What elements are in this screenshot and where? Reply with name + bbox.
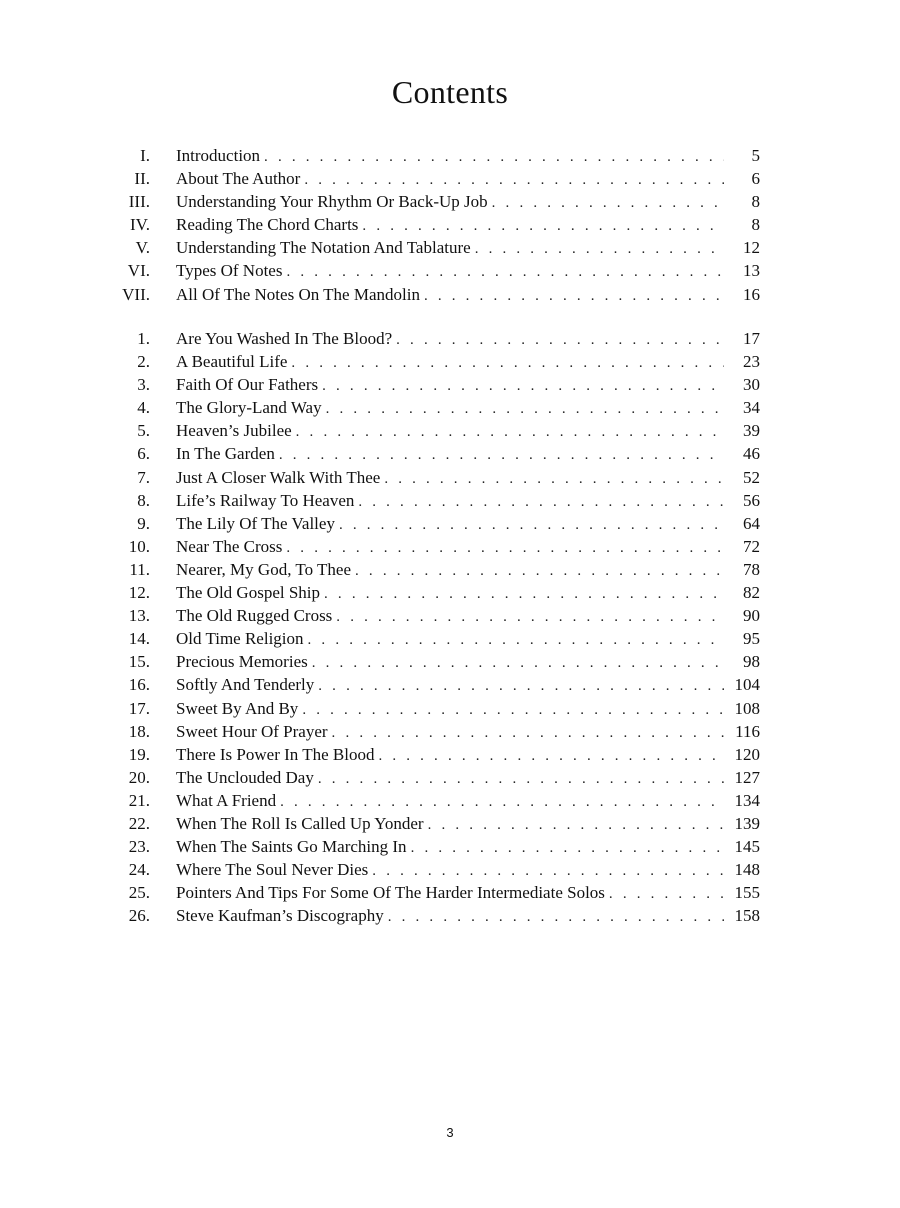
toc-entry-number: 11. [129, 559, 150, 579]
toc-entry-number: I. [140, 146, 150, 165]
toc-entry [110, 650, 760, 673]
toc-dot-leader [308, 629, 724, 652]
toc-dot-leader [279, 444, 724, 467]
toc-entry-page: 8 [751, 192, 760, 212]
toc-dot-leader [388, 906, 724, 929]
toc-dot-leader [492, 192, 724, 215]
toc-entry-number: 1. [137, 329, 150, 348]
toc-entry-number: 16. [128, 675, 150, 695]
toc-entry-number: 25. [128, 883, 150, 903]
toc-entry-number: II. [134, 169, 150, 189]
toc-dot-leader [336, 606, 724, 629]
toc-entry-number: VII. [122, 284, 150, 304]
toc-entry [110, 327, 760, 350]
toc-entry-page: 30 [743, 375, 760, 395]
toc-entry-page: 90 [743, 606, 760, 626]
toc-entry-title: About The Author [176, 169, 301, 189]
toc-dot-leader [264, 146, 724, 169]
toc-dot-leader [291, 352, 724, 375]
toc-entry-title: Where The Soul Never Dies [176, 860, 369, 880]
toc-entry [110, 789, 760, 812]
toc-entry-title: The Unclouded Day [176, 767, 314, 787]
toc-entry [110, 812, 760, 835]
toc-entry [110, 858, 760, 881]
toc-dot-leader [378, 745, 724, 768]
toc-entry-number: VI. [127, 261, 150, 281]
toc-entry-title: Life’s Railway To Heaven [176, 490, 355, 510]
toc-entry-number: 6. [137, 444, 150, 464]
toc-dot-leader [318, 768, 724, 791]
toc-entry [110, 835, 760, 858]
toc-entry [110, 236, 760, 259]
toc-entry [110, 627, 760, 650]
toc-entry-number: 7. [137, 467, 150, 487]
toc-entry [110, 396, 760, 419]
toc-entry-page: 39 [743, 421, 760, 441]
toc-entry-page: 16 [743, 284, 760, 304]
toc-entry [110, 512, 760, 535]
toc-entry-page: 13 [743, 261, 760, 281]
toc-entry-page: 6 [751, 169, 760, 189]
toc-dot-leader [475, 238, 724, 261]
toc-entry-number: 22. [128, 813, 150, 833]
toc-entry-page: 104 [734, 675, 760, 695]
toc-dot-leader [355, 560, 724, 583]
toc-entry-title: Sweet By And By [176, 698, 299, 718]
toc-entry-page: 120 [734, 744, 760, 764]
toc-dot-leader [326, 398, 724, 421]
toc-entry [110, 489, 760, 512]
toc-dot-leader [339, 514, 724, 537]
toc-dot-leader [609, 883, 724, 906]
toc-entry [110, 881, 760, 904]
toc-entry-title: The Glory-Land Way [176, 398, 322, 418]
toc-entry [110, 766, 760, 789]
toc-entry [110, 259, 760, 282]
toc-entry-title: There Is Power In The Blood [176, 744, 375, 764]
toc-entry-title: Understanding The Notation And Tablature [176, 238, 471, 258]
toc-dot-leader [286, 261, 724, 284]
toc-front-matter [110, 144, 760, 306]
toc-dot-leader [324, 583, 724, 606]
toc-entry-number: 5. [137, 421, 150, 441]
toc-dot-leader [384, 468, 724, 491]
toc-entry-page: 139 [734, 813, 760, 833]
toc-entry-title: The Old Rugged Cross [176, 606, 333, 626]
toc-dot-leader [411, 837, 724, 860]
toc-entry [110, 720, 760, 743]
toc-entry [110, 190, 760, 213]
toc-entry-page: 34 [743, 398, 760, 418]
toc-entry-page: 17 [743, 329, 760, 348]
toc-entry-number: 2. [137, 352, 150, 372]
toc-entry-title: Heaven’s Jubilee [176, 421, 292, 441]
toc-entry [110, 697, 760, 720]
toc-entry-title: Understanding Your Rhythm Or Back-Up Job [176, 192, 488, 212]
toc-entry-title: Pointers And Tips For Some Of The Harder Intermediate Solos [176, 883, 605, 903]
toc-entry [110, 373, 760, 396]
toc-entry-number: 4. [137, 398, 150, 418]
toc-entry-page: 64 [743, 513, 760, 533]
toc-entry-page: 56 [743, 490, 760, 510]
toc-entry-number: 18. [128, 721, 150, 741]
toc-entry-title: Reading The Chord Charts [176, 215, 359, 235]
toc-entry-number: 8. [137, 490, 150, 510]
toc-entry-page: 12 [743, 238, 760, 258]
toc-entry-number: 23. [128, 837, 150, 857]
toc-entry-title: Near The Cross [176, 536, 283, 556]
toc-entry-number: 13. [128, 606, 150, 626]
toc-dot-leader [372, 860, 724, 883]
toc-entry [110, 581, 760, 604]
toc-entry-number: 20. [128, 767, 150, 787]
toc-entry-number: IV. [130, 215, 150, 235]
toc-dot-leader [286, 537, 724, 560]
toc-entry-title: In The Garden [176, 444, 275, 464]
toc-dot-leader [312, 652, 724, 675]
toc-entry-page: 127 [734, 767, 760, 787]
toc-entry-number: V. [135, 238, 150, 258]
toc-entry-title: Faith Of Our Fathers [176, 375, 319, 395]
toc-entry-page: 116 [735, 721, 760, 741]
toc-entry-title: Introduction [176, 146, 261, 165]
toc-entry-page: 155 [734, 883, 760, 903]
page-title: Contents [391, 74, 509, 110]
toc-entry [110, 535, 760, 558]
toc-entry-title: Nearer, My God, To Thee [176, 559, 352, 579]
toc-entry-title: When The Roll Is Called Up Yonder [176, 813, 424, 833]
toc-dot-leader [296, 421, 724, 444]
toc-dot-leader [280, 791, 724, 814]
toc-dot-leader [362, 215, 724, 238]
toc-entry-page: 148 [734, 860, 760, 880]
toc-entry-page: 108 [734, 698, 760, 718]
toc-entry-number: III. [128, 192, 150, 212]
toc-dot-leader [322, 375, 724, 398]
toc-entry-title: Old Time Religion [176, 629, 304, 649]
toc-entry-title: Types Of Notes [176, 261, 283, 281]
toc-entry-page: 95 [743, 629, 760, 649]
page-number: 3 [446, 1125, 454, 1140]
toc-entry-number: 12. [128, 583, 150, 603]
toc-entry-title: Sweet Hour Of Prayer [176, 721, 328, 741]
toc-entry-title: A Beautiful Life [176, 352, 288, 372]
toc-entry-title: All Of The Notes On The Mandolin [176, 284, 420, 304]
toc-entry-title: Just A Closer Walk With Thee [176, 467, 381, 487]
toc-dot-leader [424, 285, 724, 308]
toc-dot-leader [358, 491, 724, 514]
toc-entry-page: 23 [743, 352, 760, 372]
toc-entry-page: 98 [743, 652, 760, 672]
toc-entry-title: The Old Gospel Ship [176, 583, 321, 603]
toc-entry-number: 3. [137, 375, 150, 395]
toc-entry-number: 21. [128, 790, 150, 810]
toc-entry-number: 9. [137, 513, 150, 533]
toc-entry-number: 14. [128, 629, 150, 649]
toc-entry-page: 52 [743, 467, 760, 487]
toc-entry-title: What A Friend [176, 790, 277, 810]
toc-entry-number: 10. [128, 536, 150, 556]
toc-dot-leader [396, 329, 724, 352]
toc-entry-page: 5 [751, 146, 760, 165]
toc-dot-leader [302, 699, 724, 722]
toc-entry-page: 8 [751, 215, 760, 235]
toc-entry-page: 72 [743, 536, 760, 556]
toc-entry-title: When The Saints Go Marching In [176, 837, 407, 857]
toc-entry-number: 19. [128, 744, 150, 764]
toc-entry-number: 17. [128, 698, 150, 718]
toc-entry-page: 82 [743, 583, 760, 603]
toc-entry [110, 167, 760, 190]
toc-entry-page: 78 [743, 559, 760, 579]
toc-dot-leader [304, 169, 724, 192]
toc-entry-title: Are You Washed In The Blood? [176, 329, 393, 348]
toc-entry-page: 158 [734, 906, 760, 926]
toc-entry-title: Precious Memories [176, 652, 308, 672]
toc-dot-leader [428, 814, 724, 837]
toc-entry [110, 466, 760, 489]
toc-entry-title: The Lily Of The Valley [176, 513, 335, 533]
toc-entry [110, 673, 760, 696]
toc-entry-number: 26. [128, 906, 150, 926]
toc-entry-page: 46 [743, 444, 760, 464]
toc-entry-page: 145 [734, 837, 760, 857]
toc-entry-page: 134 [734, 790, 760, 810]
toc-entry [110, 144, 760, 167]
toc-entry [110, 283, 760, 306]
toc-entry [110, 604, 760, 627]
toc-entry [110, 442, 760, 465]
toc-entry [110, 743, 760, 766]
toc-dot-leader [318, 675, 724, 698]
toc-entry-number: 15. [128, 652, 150, 672]
toc-entry [110, 350, 760, 373]
toc-dot-leader [332, 722, 724, 745]
toc-entry-number: 24. [128, 860, 150, 880]
toc-entry [110, 213, 760, 236]
toc-entry-title: Steve Kaufman’s Discography [176, 906, 384, 926]
toc-entry [110, 904, 760, 927]
toc-entry [110, 419, 760, 442]
toc-entry-title: Softly And Tenderly [176, 675, 315, 695]
toc-entry [110, 558, 760, 581]
toc-songs [110, 327, 760, 927]
